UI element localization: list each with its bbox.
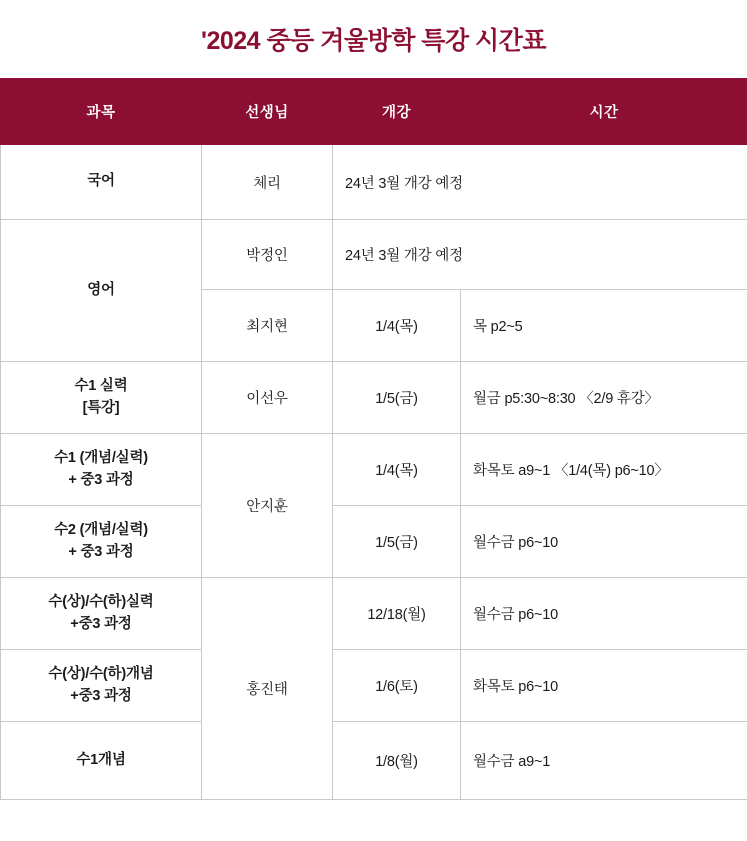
cell-start: 1/4(목) xyxy=(333,434,461,506)
cell-teacher: 최지현 xyxy=(202,290,333,362)
column-header-start: 개강 xyxy=(333,79,461,145)
cell-start: 1/4(목) xyxy=(333,290,461,362)
cell-start-note: 24년 3월 개강 예정 xyxy=(333,220,747,290)
cell-subject-line1: 수(상)/수(하)개념 xyxy=(48,666,154,683)
cell-start: 1/5(금) xyxy=(333,362,461,434)
column-header-time: 시간 xyxy=(461,79,747,145)
header-row xyxy=(1,79,747,145)
table-row xyxy=(1,434,747,506)
cell-start: 1/5(금) xyxy=(333,506,461,578)
cell-subject-line1: 수(상)/수(하)실력 xyxy=(48,594,154,611)
cell-teacher: 박정인 xyxy=(202,220,333,290)
table-row xyxy=(1,650,747,722)
cell-start: 12/18(월) xyxy=(333,578,461,650)
cell-teacher: 이선우 xyxy=(202,362,333,434)
column-header-teacher: 선생님 xyxy=(202,79,333,145)
cell-teacher: 체리 xyxy=(202,145,333,220)
cell-subject xyxy=(1,434,202,506)
cell-subject: 국어 xyxy=(1,145,202,220)
cell-start: 1/8(월) xyxy=(333,722,461,800)
cell-time: 목 p2~5 xyxy=(461,290,747,362)
cell-time: 화목토 p6~10 xyxy=(461,650,747,722)
table-row xyxy=(1,145,747,220)
cell-subject xyxy=(1,506,202,578)
table-body xyxy=(1,145,747,800)
cell-teacher: 안지훈 xyxy=(202,434,333,578)
cell-time: 월수금 a9~1 xyxy=(461,722,747,800)
table-row xyxy=(1,220,747,290)
table-row xyxy=(1,506,747,578)
column-header-subject: 과목 xyxy=(1,79,202,145)
page-title: '2024 중등 겨울방학 특강 시간표 xyxy=(201,27,546,55)
table-row xyxy=(1,578,747,650)
cell-time: 월금 p5:30~8:30 〈2/9 휴강〉 xyxy=(461,362,747,434)
schedule-table xyxy=(0,78,747,800)
cell-subject-line1: 수1 (개념/실력) xyxy=(54,450,148,467)
cell-subject-line2: +중3 과정 xyxy=(70,615,132,632)
cell-subject-line1: 수2 (개념/실력) xyxy=(54,522,148,539)
cell-subject-line2: +중3 과정 xyxy=(70,687,132,704)
cell-time: 월수금 p6~10 xyxy=(461,506,747,578)
cell-teacher: 홍진태 xyxy=(202,578,333,800)
cell-subject: 영어 xyxy=(1,220,202,362)
cell-subject xyxy=(1,650,202,722)
cell-subject xyxy=(1,578,202,650)
cell-start-note: 24년 3월 개강 예정 xyxy=(333,145,747,220)
table-row xyxy=(1,722,747,800)
cell-start: 1/6(토) xyxy=(333,650,461,722)
cell-subject-line1: 수1 실력 xyxy=(74,378,128,395)
cell-subject xyxy=(1,362,202,434)
cell-subject-line2: + 중3 과정 xyxy=(68,543,134,560)
cell-subject-line2: + 중3 과정 xyxy=(68,471,134,488)
table-header xyxy=(1,79,747,145)
cell-time: 화목토 a9~1 〈1/4(목) p6~10〉 xyxy=(461,434,747,506)
cell-time: 월수금 p6~10 xyxy=(461,578,747,650)
cell-subject-line2: [특강] xyxy=(82,399,120,416)
table-row xyxy=(1,362,747,434)
cell-subject: 수1개념 xyxy=(1,722,202,800)
